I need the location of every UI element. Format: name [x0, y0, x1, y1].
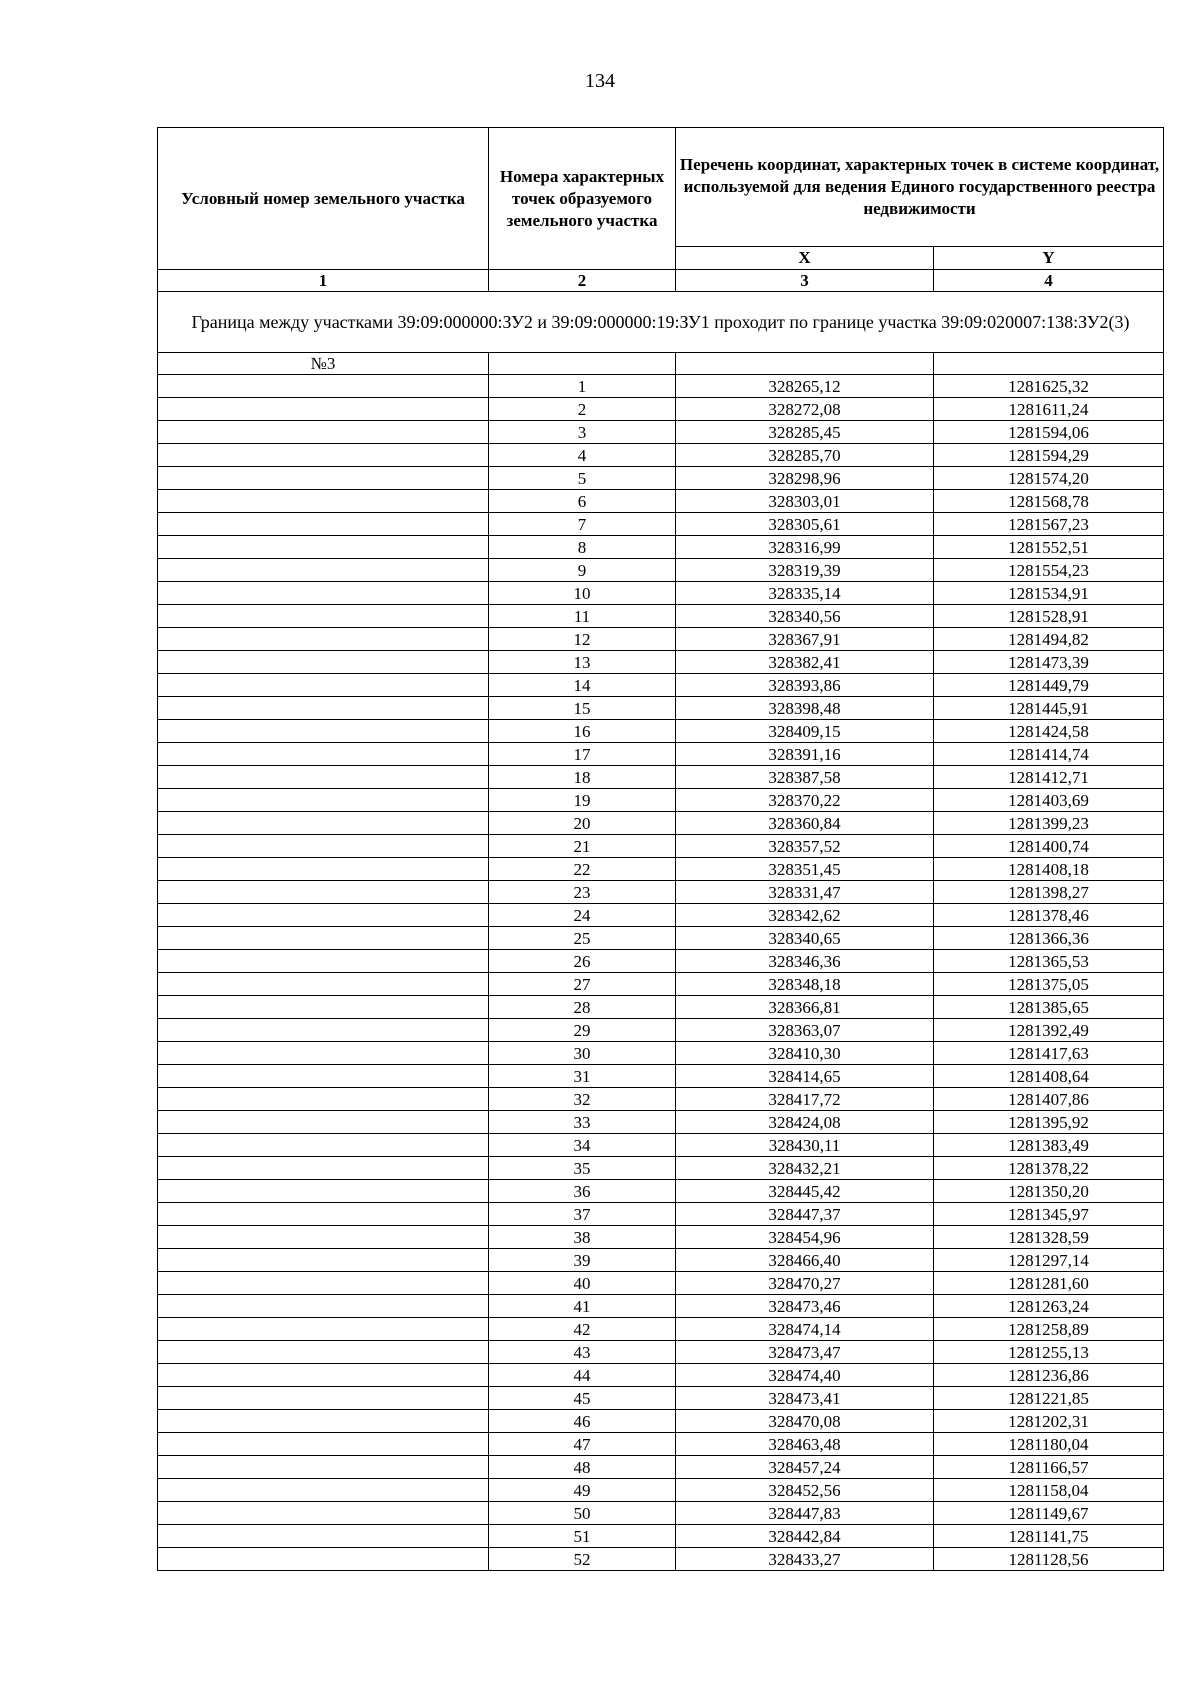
parcel-cell [158, 1387, 489, 1410]
y-coordinate-cell: 1281445,91 [934, 697, 1164, 720]
x-coordinate-cell: 328360,84 [676, 812, 934, 835]
table-row [158, 1065, 1164, 1088]
parcel-cell [158, 467, 489, 490]
parcel-cell [158, 1226, 489, 1249]
parcel-cell [158, 1203, 489, 1226]
table-row [158, 1525, 1164, 1548]
point-number-cell: 14 [489, 674, 676, 697]
point-number-cell: 22 [489, 858, 676, 881]
parcel-cell [158, 1525, 489, 1548]
point-number-cell: 12 [489, 628, 676, 651]
x-coordinate-cell: 328305,61 [676, 513, 934, 536]
page-number: 134 [585, 70, 615, 92]
table-row [158, 835, 1164, 858]
point-number-cell: 48 [489, 1456, 676, 1479]
point-number-cell: 21 [489, 835, 676, 858]
point-number-cell: 45 [489, 1387, 676, 1410]
x-coordinate-cell: 328285,45 [676, 421, 934, 444]
point-number-cell: 42 [489, 1318, 676, 1341]
x-coordinate-cell: 328319,39 [676, 559, 934, 582]
x-coordinate-cell: 328340,65 [676, 927, 934, 950]
y-coordinate-cell: 1281365,53 [934, 950, 1164, 973]
parcel-cell [158, 513, 489, 536]
point-number-cell: 11 [489, 605, 676, 628]
parcel-cell [158, 651, 489, 674]
table-row [158, 1019, 1164, 1042]
x-coordinate-cell: 328447,37 [676, 1203, 934, 1226]
y-coordinate-cell: 1281567,23 [934, 513, 1164, 536]
y-coordinate-cell: 1281255,13 [934, 1341, 1164, 1364]
table-row [158, 467, 1164, 490]
header-coordinates: Перечень координат, характерных точек в системе координат, используемой для ведения Единого государственного реестра недвижимости [676, 128, 1164, 247]
x-coordinate-cell: 328474,40 [676, 1364, 934, 1387]
parcel-cell [158, 536, 489, 559]
section-empty-cell [489, 353, 676, 375]
table-row [158, 513, 1164, 536]
point-number-cell: 3 [489, 421, 676, 444]
point-number-cell: 18 [489, 766, 676, 789]
y-coordinate-cell: 1281399,23 [934, 812, 1164, 835]
parcel-cell [158, 1502, 489, 1525]
column-number-4: 4 [934, 270, 1164, 292]
table-row [158, 444, 1164, 467]
x-coordinate-cell: 328473,41 [676, 1387, 934, 1410]
parcel-cell [158, 674, 489, 697]
y-coordinate-cell: 1281611,24 [934, 398, 1164, 421]
x-coordinate-cell: 328357,52 [676, 835, 934, 858]
point-number-cell: 40 [489, 1272, 676, 1295]
y-coordinate-cell: 1281528,91 [934, 605, 1164, 628]
x-coordinate-cell: 328316,99 [676, 536, 934, 559]
x-coordinate-cell: 328473,46 [676, 1295, 934, 1318]
y-coordinate-cell: 1281345,97 [934, 1203, 1164, 1226]
table-row [158, 1134, 1164, 1157]
parcel-cell [158, 766, 489, 789]
y-coordinate-cell: 1281221,85 [934, 1387, 1164, 1410]
x-coordinate-cell: 328331,47 [676, 881, 934, 904]
y-coordinate-cell: 1281258,89 [934, 1318, 1164, 1341]
x-coordinate-cell: 328348,18 [676, 973, 934, 996]
point-number-cell: 15 [489, 697, 676, 720]
table-row [158, 651, 1164, 674]
y-coordinate-cell: 1281594,29 [934, 444, 1164, 467]
table-row [158, 559, 1164, 582]
parcel-cell [158, 720, 489, 743]
table-row [158, 398, 1164, 421]
y-coordinate-cell: 1281128,56 [934, 1548, 1164, 1571]
table-row [158, 1479, 1164, 1502]
x-coordinate-cell: 328445,42 [676, 1180, 934, 1203]
y-coordinate-cell: 1281473,39 [934, 651, 1164, 674]
y-coordinate-cell: 1281236,86 [934, 1364, 1164, 1387]
point-number-cell: 39 [489, 1249, 676, 1272]
y-coordinate-cell: 1281202,31 [934, 1410, 1164, 1433]
parcel-cell [158, 743, 489, 766]
point-number-cell: 50 [489, 1502, 676, 1525]
x-coordinate-cell: 328370,22 [676, 789, 934, 812]
point-number-cell: 27 [489, 973, 676, 996]
table-row [158, 812, 1164, 835]
point-number-cell: 41 [489, 1295, 676, 1318]
x-coordinate-cell: 328410,30 [676, 1042, 934, 1065]
table-row [158, 1157, 1164, 1180]
table-row [158, 375, 1164, 398]
y-coordinate-cell: 1281392,49 [934, 1019, 1164, 1042]
table-row [158, 881, 1164, 904]
point-number-cell: 6 [489, 490, 676, 513]
table-row [158, 1433, 1164, 1456]
x-coordinate-cell: 328470,08 [676, 1410, 934, 1433]
point-number-cell: 23 [489, 881, 676, 904]
x-coordinate-cell: 328430,11 [676, 1134, 934, 1157]
parcel-cell [158, 1180, 489, 1203]
y-coordinate-cell: 1281414,74 [934, 743, 1164, 766]
x-coordinate-cell: 328351,45 [676, 858, 934, 881]
y-coordinate-cell: 1281366,36 [934, 927, 1164, 950]
parcel-cell [158, 1410, 489, 1433]
y-coordinate-cell: 1281594,06 [934, 421, 1164, 444]
parcel-cell [158, 697, 489, 720]
point-number-cell: 43 [489, 1341, 676, 1364]
table-row [158, 1226, 1164, 1249]
y-coordinate-cell: 1281554,23 [934, 559, 1164, 582]
y-coordinate-cell: 1281574,20 [934, 467, 1164, 490]
parcel-cell [158, 950, 489, 973]
y-coordinate-cell: 1281407,86 [934, 1088, 1164, 1111]
y-coordinate-cell: 1281400,74 [934, 835, 1164, 858]
table-row [158, 1203, 1164, 1226]
parcel-cell [158, 421, 489, 444]
column-number-2: 2 [489, 270, 676, 292]
parcel-cell [158, 881, 489, 904]
point-number-cell: 38 [489, 1226, 676, 1249]
y-coordinate-cell: 1281385,65 [934, 996, 1164, 1019]
y-coordinate-cell: 1281403,69 [934, 789, 1164, 812]
table-row [158, 1387, 1164, 1410]
point-number-cell: 17 [489, 743, 676, 766]
x-coordinate-cell: 328447,83 [676, 1502, 934, 1525]
x-coordinate-cell: 328470,27 [676, 1272, 934, 1295]
x-coordinate-cell: 328473,47 [676, 1341, 934, 1364]
point-number-cell: 5 [489, 467, 676, 490]
parcel-cell [158, 1065, 489, 1088]
parcel-cell [158, 605, 489, 628]
parcel-cell [158, 1479, 489, 1502]
parcel-cell [158, 1272, 489, 1295]
point-number-cell: 2 [489, 398, 676, 421]
parcel-cell [158, 490, 489, 513]
y-coordinate-cell: 1281625,32 [934, 375, 1164, 398]
point-number-cell: 49 [489, 1479, 676, 1502]
table-row [158, 582, 1164, 605]
coordinates-table [157, 127, 1164, 1571]
parcel-cell [158, 1134, 489, 1157]
x-coordinate-cell: 328363,07 [676, 1019, 934, 1042]
point-number-cell: 35 [489, 1157, 676, 1180]
table-row [158, 720, 1164, 743]
section-empty-cell [934, 353, 1164, 375]
header-point-numbers: Номера характерных точек образуемого земельного участка [489, 128, 676, 270]
parcel-cell [158, 1042, 489, 1065]
parcel-cell [158, 582, 489, 605]
point-number-cell: 37 [489, 1203, 676, 1226]
x-coordinate-cell: 328366,81 [676, 996, 934, 1019]
boundary-note: Граница между участками 39:09:000000:ЗУ2 и 39:09:000000:19:ЗУ1 проходит по границе участка 39:09:020007:138:ЗУ2(3) [158, 292, 1164, 353]
parcel-cell [158, 835, 489, 858]
x-coordinate-cell: 328272,08 [676, 398, 934, 421]
x-coordinate-cell: 328387,58 [676, 766, 934, 789]
y-coordinate-cell: 1281378,46 [934, 904, 1164, 927]
y-coordinate-cell: 1281395,92 [934, 1111, 1164, 1134]
x-coordinate-cell: 328265,12 [676, 375, 934, 398]
y-coordinate-cell: 1281350,20 [934, 1180, 1164, 1203]
point-number-cell: 24 [489, 904, 676, 927]
x-coordinate-cell: 328454,96 [676, 1226, 934, 1249]
header-parcel-number: Условный номер земельного участка [158, 128, 489, 270]
parcel-cell [158, 1295, 489, 1318]
table-row [158, 743, 1164, 766]
y-coordinate-cell: 1281263,24 [934, 1295, 1164, 1318]
parcel-cell [158, 996, 489, 1019]
table-row [158, 490, 1164, 513]
parcel-cell [158, 904, 489, 927]
table-row [158, 950, 1164, 973]
parcel-cell [158, 973, 489, 996]
parcel-cell [158, 1548, 489, 1571]
y-coordinate-cell: 1281328,59 [934, 1226, 1164, 1249]
x-coordinate-cell: 328452,56 [676, 1479, 934, 1502]
x-coordinate-cell: 328382,41 [676, 651, 934, 674]
y-coordinate-cell: 1281141,75 [934, 1525, 1164, 1548]
table-row [158, 697, 1164, 720]
point-number-cell: 20 [489, 812, 676, 835]
table-row [158, 1318, 1164, 1341]
x-coordinate-cell: 328391,16 [676, 743, 934, 766]
x-coordinate-cell: 328285,70 [676, 444, 934, 467]
parcel-cell [158, 858, 489, 881]
y-coordinate-cell: 1281449,79 [934, 674, 1164, 697]
header-x: X [676, 247, 934, 270]
x-coordinate-cell: 328298,96 [676, 467, 934, 490]
x-coordinate-cell: 328346,36 [676, 950, 934, 973]
point-number-cell: 36 [489, 1180, 676, 1203]
table-row [158, 628, 1164, 651]
y-coordinate-cell: 1281494,82 [934, 628, 1164, 651]
table-row [158, 973, 1164, 996]
y-coordinate-cell: 1281424,58 [934, 720, 1164, 743]
column-number-1: 1 [158, 270, 489, 292]
x-coordinate-cell: 328342,62 [676, 904, 934, 927]
point-number-cell: 29 [489, 1019, 676, 1042]
x-coordinate-cell: 328432,21 [676, 1157, 934, 1180]
y-coordinate-cell: 1281568,78 [934, 490, 1164, 513]
point-number-cell: 7 [489, 513, 676, 536]
point-number-cell: 28 [489, 996, 676, 1019]
parcel-cell [158, 1249, 489, 1272]
parcel-cell [158, 1318, 489, 1341]
y-coordinate-cell: 1281552,51 [934, 536, 1164, 559]
point-number-cell: 13 [489, 651, 676, 674]
point-number-cell: 46 [489, 1410, 676, 1433]
point-number-cell: 16 [489, 720, 676, 743]
x-coordinate-cell: 328393,86 [676, 674, 934, 697]
x-coordinate-cell: 328466,40 [676, 1249, 934, 1272]
y-coordinate-cell: 1281297,14 [934, 1249, 1164, 1272]
x-coordinate-cell: 328340,56 [676, 605, 934, 628]
x-coordinate-cell: 328442,84 [676, 1525, 934, 1548]
table-row [158, 1364, 1164, 1387]
table-row [158, 1180, 1164, 1203]
y-coordinate-cell: 1281383,49 [934, 1134, 1164, 1157]
parcel-cell [158, 1341, 489, 1364]
point-number-cell: 30 [489, 1042, 676, 1065]
table-row [158, 858, 1164, 881]
section-empty-cell [676, 353, 934, 375]
y-coordinate-cell: 1281412,71 [934, 766, 1164, 789]
y-coordinate-cell: 1281398,27 [934, 881, 1164, 904]
parcel-cell [158, 789, 489, 812]
table-row [158, 1502, 1164, 1525]
table-row [158, 1548, 1164, 1571]
point-number-cell: 31 [489, 1065, 676, 1088]
point-number-cell: 51 [489, 1525, 676, 1548]
table-row [158, 904, 1164, 927]
table-row [158, 421, 1164, 444]
parcel-cell [158, 628, 489, 651]
parcel-cell [158, 927, 489, 950]
y-coordinate-cell: 1281281,60 [934, 1272, 1164, 1295]
table-row [158, 605, 1164, 628]
point-number-cell: 34 [489, 1134, 676, 1157]
x-coordinate-cell: 328409,15 [676, 720, 934, 743]
y-coordinate-cell: 1281375,05 [934, 973, 1164, 996]
point-number-cell: 26 [489, 950, 676, 973]
x-coordinate-cell: 328463,48 [676, 1433, 934, 1456]
point-number-cell: 19 [489, 789, 676, 812]
x-coordinate-cell: 328433,27 [676, 1548, 934, 1571]
y-coordinate-cell: 1281378,22 [934, 1157, 1164, 1180]
y-coordinate-cell: 1281408,18 [934, 858, 1164, 881]
point-number-cell: 10 [489, 582, 676, 605]
table-row [158, 789, 1164, 812]
table-row [158, 674, 1164, 697]
x-coordinate-cell: 328367,91 [676, 628, 934, 651]
point-number-cell: 32 [489, 1088, 676, 1111]
point-number-cell: 47 [489, 1433, 676, 1456]
table-row [158, 766, 1164, 789]
parcel-cell [158, 1456, 489, 1479]
table-row [158, 996, 1164, 1019]
parcel-cell [158, 375, 489, 398]
point-number-cell: 4 [489, 444, 676, 467]
parcel-cell [158, 1157, 489, 1180]
y-coordinate-cell: 1281166,57 [934, 1456, 1164, 1479]
parcel-cell [158, 444, 489, 467]
x-coordinate-cell: 328424,08 [676, 1111, 934, 1134]
section-label: №3 [158, 353, 489, 375]
x-coordinate-cell: 328417,72 [676, 1088, 934, 1111]
x-coordinate-cell: 328335,14 [676, 582, 934, 605]
table-row [158, 536, 1164, 559]
parcel-cell [158, 812, 489, 835]
y-coordinate-cell: 1281158,04 [934, 1479, 1164, 1502]
point-number-cell: 1 [489, 375, 676, 398]
x-coordinate-cell: 328474,14 [676, 1318, 934, 1341]
table-row [158, 1111, 1164, 1134]
parcel-cell [158, 1019, 489, 1042]
table-row [158, 1272, 1164, 1295]
y-coordinate-cell: 1281149,67 [934, 1502, 1164, 1525]
y-coordinate-cell: 1281408,64 [934, 1065, 1164, 1088]
table-row [158, 1410, 1164, 1433]
table-row [158, 1295, 1164, 1318]
table-row [158, 1042, 1164, 1065]
point-number-cell: 44 [489, 1364, 676, 1387]
parcel-cell [158, 398, 489, 421]
y-coordinate-cell: 1281417,63 [934, 1042, 1164, 1065]
x-coordinate-cell: 328414,65 [676, 1065, 934, 1088]
column-number-3: 3 [676, 270, 934, 292]
point-number-cell: 9 [489, 559, 676, 582]
point-number-cell: 33 [489, 1111, 676, 1134]
x-coordinate-cell: 328303,01 [676, 490, 934, 513]
point-number-cell: 52 [489, 1548, 676, 1571]
x-coordinate-cell: 328457,24 [676, 1456, 934, 1479]
table-row [158, 1249, 1164, 1272]
y-coordinate-cell: 1281180,04 [934, 1433, 1164, 1456]
table-row [158, 1088, 1164, 1111]
parcel-cell [158, 559, 489, 582]
header-y: Y [934, 247, 1164, 270]
point-number-cell: 8 [489, 536, 676, 559]
table-row [158, 927, 1164, 950]
parcel-cell [158, 1111, 489, 1134]
table-row [158, 1456, 1164, 1479]
parcel-cell [158, 1433, 489, 1456]
point-number-cell: 25 [489, 927, 676, 950]
parcel-cell [158, 1088, 489, 1111]
table-row [158, 1341, 1164, 1364]
x-coordinate-cell: 328398,48 [676, 697, 934, 720]
parcel-cell [158, 1364, 489, 1387]
y-coordinate-cell: 1281534,91 [934, 582, 1164, 605]
